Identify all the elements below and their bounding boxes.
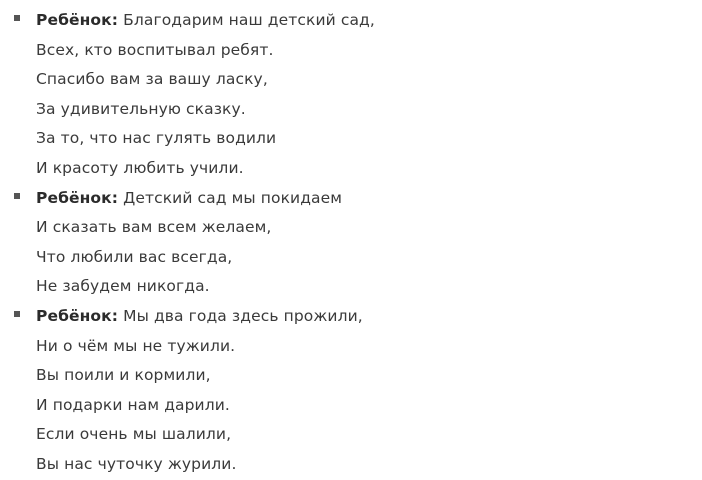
verse-line: Не забудем никогда. [36,277,210,296]
verse-line: Вы нас чуточку журили. [36,454,237,473]
verse-line: И красоту любить учили. [36,158,244,177]
speaker-label: Ребёнок: [36,188,119,207]
verse-line: За удивительную сказку. [36,99,246,118]
verse-text: Мы два года здесь прожили, [123,306,363,325]
list-item [0,184,702,302]
verse-line: Если очень мы шалили, [36,425,232,444]
verse-line: Спасибо вам за вашу ласку, [36,70,268,89]
list-item [0,302,702,480]
verse-line: Вы поили и кормили, [36,366,211,385]
verse-line: Ни о чём мы не тужили. [36,336,236,355]
verse-line: Что любили вас всегда, [36,247,233,266]
verse-text: Детский сад мы покидаем [123,188,343,207]
verse-line [36,6,702,36]
verse-text: Благодарим наш детский сад, [123,11,375,29]
verse-list [0,6,702,480]
verse-line [36,184,702,214]
speaker-label: Ребёнок: [36,11,119,29]
verse-line: И сказать вам всем желаем, [36,218,272,237]
square-bullet-icon [14,15,20,21]
square-bullet-icon [14,311,20,317]
verse-line: И подарки нам дарили. [36,395,230,414]
square-bullet-icon [14,193,20,199]
verse-line [36,302,702,332]
speaker-label: Ребёнок: [36,306,119,325]
verse-line: Всех, кто воспитывал ребят. [36,40,274,59]
list-item [0,6,702,184]
verse-line: За то, что нас гулять водили [36,129,277,148]
